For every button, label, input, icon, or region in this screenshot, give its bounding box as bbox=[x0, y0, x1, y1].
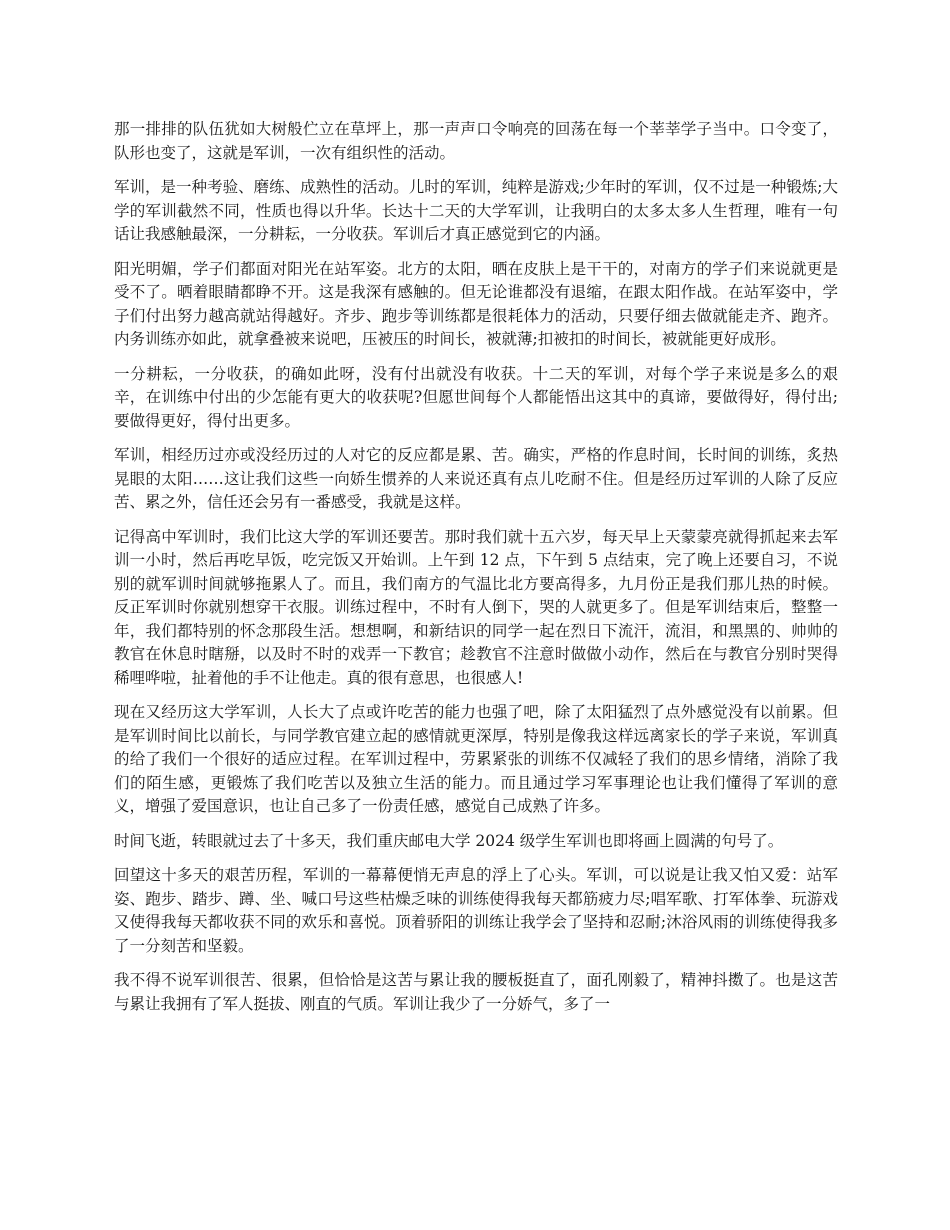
paragraph: 那一排排的队伍犹如大树般伫立在草坪上，那一声声口令响亮的回荡在每一个莘莘学子当中。口令变了，队形也变了，这就是军训，一次有组织性的活动。 bbox=[114, 120, 838, 162]
paragraph: 记得高中军训时，我们比这大学的军训还要苦。那时我们就十五六岁，每天早上天蒙蒙亮就得抓起来去军训一小时，然后再吃早饭，吃完饭又开始训。上午到 12 点，下午到 5 点结束，完了晚上还要自习，不说别的就军训时间就够拖累人了。而且，我们南方的气温比北方要高得多，九月份正是我们那儿热的时候。反正军训时你就别想穿干衣服。训练过程中，不时有人倒下，哭的人就更多了。但是军训结束后，整整一年，我们都特别的怀念那段生活。想想啊，和新结识的同学一起在烈日下流汗，流泪，和黑黑的、帅帅的教官在休息时瞎掰，以及时不时的戏弄一下教官；趁教官不注意时做做小动作，然后在与教官分别时哭得稀哩哗啦，扯着他的手不让他走。真的很有意思，也很感人! bbox=[114, 527, 838, 687]
paragraph: 阳光明媚，学子们都面对阳光在站军姿。北方的太阳，晒在皮肤上是干干的，对南方的学子们来说就更是受不了。晒着眼睛都睁不开。这是我深有感触的。但无论谁都没有退缩，在跟太阳作战。在站军姿中，学子们付出努力越高就站得越好。齐步、跑步等训练都是很耗体力的活动，只要仔细去做就能走齐、跑齐。内务训练亦如此，就拿叠被来说吧，压被压的时间长，被就薄;扣被扣的时间长，被就能更好成形。 bbox=[114, 259, 838, 348]
paragraph: 回望这十多天的艰苦历程，军训的一幕幕便悄无声息的浮上了心头。军训，可以说是让我又怕又爱：站军姿、跑步、踏步、蹲、坐、喊口号这些枯燥乏味的训练使得我每天都筋疲力尽;唱军歌、打军体拳、玩游戏又使得我每天都收获不同的欢乐和喜悦。顶着骄阳的训练让我学会了坚持和忍耐;沐浴风雨的训练使得我多了一分刻苦和坚毅。 bbox=[114, 866, 838, 955]
paragraph: 我不得不说军训很苦、很累，但恰恰是这苦与累让我的腰板挺直了，面孔刚毅了，精神抖擞了。也是这苦与累让我拥有了军人挺拔、刚直的气质。军训让我少了一分娇气，多了一 bbox=[114, 971, 838, 1013]
paragraph: 一分耕耘，一分收获，的确如此呀，没有付出就没有收获。十二天的军训，对每个学子来说是多么的艰辛，在训练中付出的少怎能有更大的收获呢?但愿世间每个人都能悟出这其中的真谛，要做得好，得付出;要做得更好，得付出更多。 bbox=[114, 364, 838, 430]
paragraph: 现在又经历这大学军训，人长大了点或许吃苦的能力也强了吧，除了太阳猛烈了点外感觉没有以前累。但是军训时间比以前长，与同学教官建立起的感情就更深厚，特别是像我这样远离家长的学子来说，军训真的给了我们一个很好的适应过程。在军训过程中，劳累紧张的训练不仅减轻了我们的思乡情绪，消除了我们的陌生感，更锻炼了我们吃苦以及独立生活的能力。而且通过学习军事理论也让我们懂得了军训的意义，增强了爱国意识，也让自己多了一份责任感，感觉自己成熟了许多。 bbox=[114, 703, 838, 815]
paragraph: 时间飞逝，转眼就过去了十多天，我们重庆邮电大学 2024 级学生军训也即将画上圆满的句号了。 bbox=[114, 831, 784, 850]
document-body bbox=[114, 118, 838, 1027]
paragraph: 军训，相经历过亦或没经历过的人对它的反应都是累、苦。确实，严格的作息时间，长时间的训练，炙热晃眼的太阳……这让我们这些一向娇生惯养的人来说还真有点儿吃耐不住。但是经历过军训的人除了反应苦、累之外，信任还会另有一番感受，我就是这样。 bbox=[114, 446, 838, 511]
paragraph: 军训，是一种考验、磨练、成熟性的活动。儿时的军训，纯粹是游戏;少年时的军训，仅不过是一种锻炼;大学的军训截然不同，性质也得以升华。长达十二天的大学军训，让我明白的太多太多人生哲理，唯有一句话让我感触最深，一分耕耘，一分收获。军训后才真正感觉到它的内涵。 bbox=[114, 178, 838, 243]
